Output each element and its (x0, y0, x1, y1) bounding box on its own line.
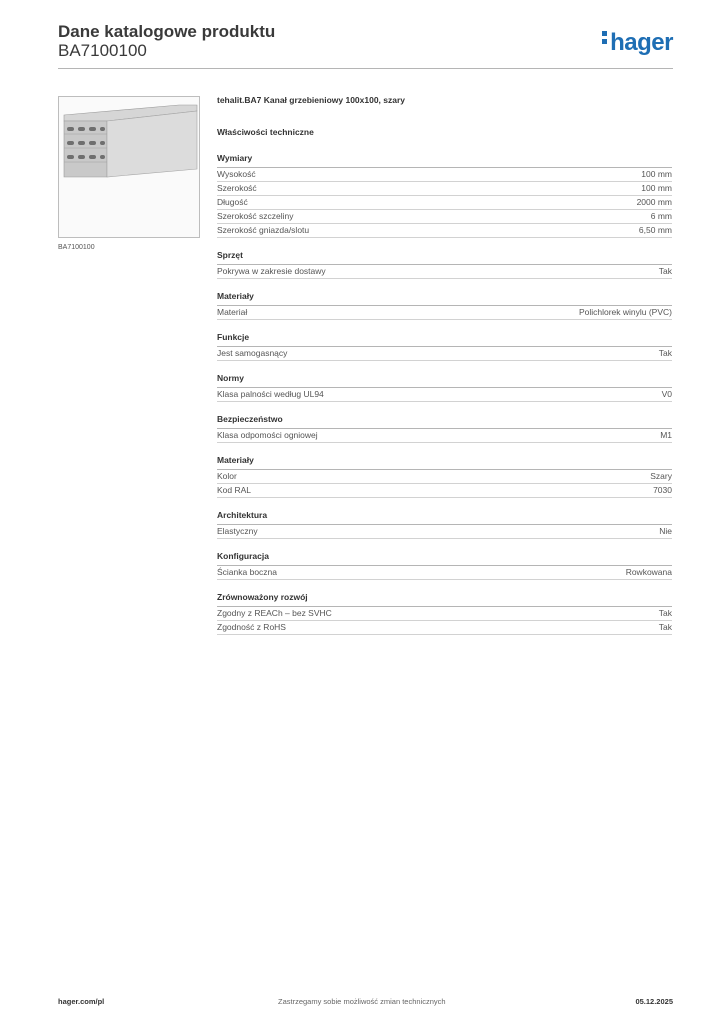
property-value: M1 (660, 430, 672, 440)
property-value: Tak (658, 266, 672, 276)
property-groups (217, 153, 672, 635)
property-row (217, 347, 672, 361)
property-value: Tak (658, 348, 672, 358)
group-title: Sprzęt (217, 250, 672, 265)
property-label: Ścianka boczna (217, 567, 278, 577)
property-label: Klasa odpomości ogniowej (217, 430, 318, 440)
footer-disclaimer: Zastrzegamy sobie możliwość zmian technicznych (278, 997, 446, 1006)
property-label: Elastyczny (217, 526, 258, 536)
property-label: Wysokość (217, 169, 256, 179)
property-row (217, 525, 672, 539)
property-value: 7030 (653, 485, 672, 495)
property-label: Długość (217, 197, 248, 207)
group-title: Normy (217, 373, 672, 388)
cable-duct-illustration (59, 97, 199, 237)
property-row (217, 306, 672, 320)
property-row (217, 566, 672, 580)
technical-properties-heading: Właściwości techniczne (217, 127, 314, 137)
property-value: Rowkowana (625, 567, 672, 577)
property-label: Zgodność z RoHS (217, 622, 286, 632)
product-image (58, 96, 200, 238)
property-label: Kod RAL (217, 485, 252, 495)
property-label: Zgodny z REACh – bez SVHC (217, 608, 332, 618)
group-title: Bezpieczeństwo (217, 414, 672, 429)
property-row (217, 265, 672, 279)
property-value: 100 mm (641, 183, 672, 193)
property-value: Nie (659, 526, 672, 536)
property-label: Jest samogasnący (217, 348, 288, 358)
property-row (217, 484, 672, 498)
group-title: Funkcje (217, 332, 672, 347)
product-code: BA7100100 (58, 41, 147, 60)
property-row (217, 196, 672, 210)
property-row (217, 182, 672, 196)
product-details (217, 95, 672, 635)
logo-text: hager (610, 29, 673, 56)
page-header (58, 20, 673, 70)
product-name: tehalit.BA7 Kanał grzebieniowy 100x100, szary (217, 95, 406, 105)
group-title: Zrównoważony rozwój (217, 592, 672, 607)
property-value: Polichlorek winylu (PVC) (578, 307, 672, 317)
property-row (217, 224, 672, 238)
property-value: 6 mm (650, 211, 672, 221)
property-value: Tak (658, 608, 672, 618)
footer-website: hager.com/pl (58, 997, 105, 1006)
group-title: Materiały (217, 455, 672, 470)
property-value: 6,50 mm (638, 225, 672, 235)
logo-dots-icon (602, 28, 607, 47)
header-divider (58, 68, 673, 69)
property-label: Pokrywa w zakresie dostawy (217, 266, 326, 276)
image-caption: BA7100100 (58, 244, 95, 251)
group-title: Wymiary (217, 153, 672, 168)
property-value: 100 mm (641, 169, 672, 179)
property-row (217, 621, 672, 635)
property-value: Szary (650, 471, 672, 481)
property-label: Szerokość gniazda/slotu (217, 225, 310, 235)
document-title: Dane katalogowe produktu (58, 22, 276, 41)
property-label: Klasa palności według UL94 (217, 389, 324, 399)
property-value: V0 (661, 389, 672, 399)
property-row (217, 210, 672, 224)
hager-logo (602, 28, 673, 57)
property-row (217, 607, 672, 621)
property-row (217, 429, 672, 443)
property-row (217, 388, 672, 402)
property-label: Materiał (217, 307, 248, 317)
property-value: Tak (658, 622, 672, 632)
property-row (217, 470, 672, 484)
footer-date: 05.12.2025 (635, 997, 673, 1006)
group-title: Architektura (217, 510, 672, 525)
property-value: 2000 mm (636, 197, 672, 207)
property-label: Kolor (217, 471, 237, 481)
group-title: Konfiguracja (217, 551, 672, 566)
property-label: Szerokość szczeliny (217, 211, 294, 221)
property-row (217, 168, 672, 182)
property-label: Szerokość (217, 183, 257, 193)
group-title: Materiały (217, 291, 672, 306)
